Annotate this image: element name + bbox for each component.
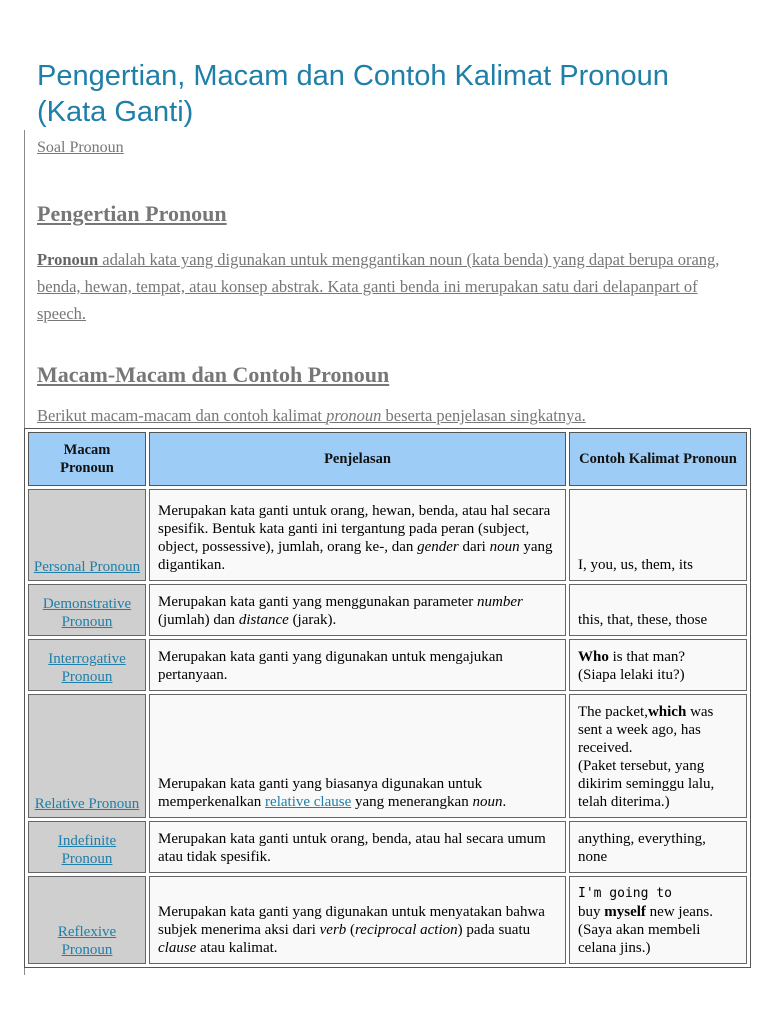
header-penjelasan: Penjelasan — [149, 432, 566, 486]
row-example: Who is that man? (Siapa lelaki itu?) — [569, 639, 747, 691]
table-row — [28, 694, 747, 818]
page-title: Pengertian, Macam dan Contoh Kalimat Pronoun (Kata Ganti) — [37, 60, 669, 128]
row-description: Merupakan kata ganti yang menggunakan parameter number (jumlah) dan distance (jarak). — [149, 584, 566, 636]
header-macam: Macam Pronoun — [28, 432, 146, 486]
row-example: I'm going to buy myself new jeans. (Saya akan membeli celana jins.) — [569, 876, 747, 964]
table-intro — [37, 406, 586, 426]
table-row — [28, 821, 747, 873]
table-header-row — [28, 432, 747, 486]
relative-pronoun-link[interactable]: Relative Pronoun — [28, 694, 146, 818]
row-example: I, you, us, them, its — [569, 489, 747, 581]
section-heading-pengertian: Pengertian Pronoun — [37, 201, 227, 226]
pronoun-table — [24, 428, 751, 968]
table-row — [28, 876, 747, 964]
demonstrative-pronoun-link[interactable]: Demonstrative Pronoun — [28, 584, 146, 636]
row-description: Merupakan kata ganti untuk orang, benda, atau hal secara umum atau tidak spesifik. — [149, 821, 566, 873]
soal-pronoun-link[interactable]: Soal Pronoun — [37, 139, 124, 156]
table-row — [28, 584, 747, 636]
row-example: The packet,which was sent a week ago, has received. (Paket tersebut, yang dikirim seminggu lalu, telah diterima.) — [569, 694, 747, 818]
definition-paragraph — [37, 246, 727, 327]
reflexive-pronoun-link[interactable]: Reflexive Pronoun — [28, 876, 146, 964]
definition-text: adalah kata yang digunakan untuk menggantikan noun (kata benda) yang dapat berupa orang, benda, hewan, tempat, atau konsep abstrak. Kata ganti benda ini merupakan satu dari delapanpart of speech. — [37, 250, 720, 323]
table-row — [28, 489, 747, 581]
row-description: Merupakan kata ganti yang digunakan untuk mengajukan pertanyaan. — [149, 639, 566, 691]
header-contoh: Contoh Kalimat Pronoun — [569, 432, 747, 486]
row-description: Merupakan kata ganti untuk orang, hewan, benda, atau hal secara spesifik. Bentuk kata ganti ini tergantung pada peran (subject, object, possessive), jumlah, orang ke-, dan gender dari noun yang digantikan. — [149, 489, 566, 581]
personal-pronoun-link[interactable]: Personal Pronoun — [28, 489, 146, 581]
intro-text-2: beserta penjelasan singkatnya. — [381, 406, 586, 425]
row-description: Merupakan kata ganti yang digunakan untuk menyatakan bahwa subjek menerima aksi dari verb (reciprocal action) pada suatu clause atau kalimat. — [149, 876, 566, 964]
indefinite-pronoun-link[interactable]: Indefinite Pronoun — [28, 821, 146, 873]
definition-term: Pronoun — [37, 250, 99, 269]
row-example: this, that, these, those — [569, 584, 747, 636]
table-row — [28, 639, 747, 691]
row-description: Merupakan kata ganti yang biasanya digunakan untuk memperkenalkan relative clause yang menerangkan noun. — [149, 694, 566, 818]
section-heading-macam: Macam-Macam dan Contoh Pronoun — [37, 362, 390, 387]
intro-text-1: Berikut macam-macam dan contoh kalimat — [37, 406, 327, 425]
row-example: anything, everything, none — [569, 821, 747, 873]
relative-clause-link[interactable]: relative clause — [265, 794, 352, 810]
intro-term: pronoun — [326, 406, 382, 425]
interrogative-pronoun-link[interactable]: Interrogative Pronoun — [28, 639, 146, 691]
